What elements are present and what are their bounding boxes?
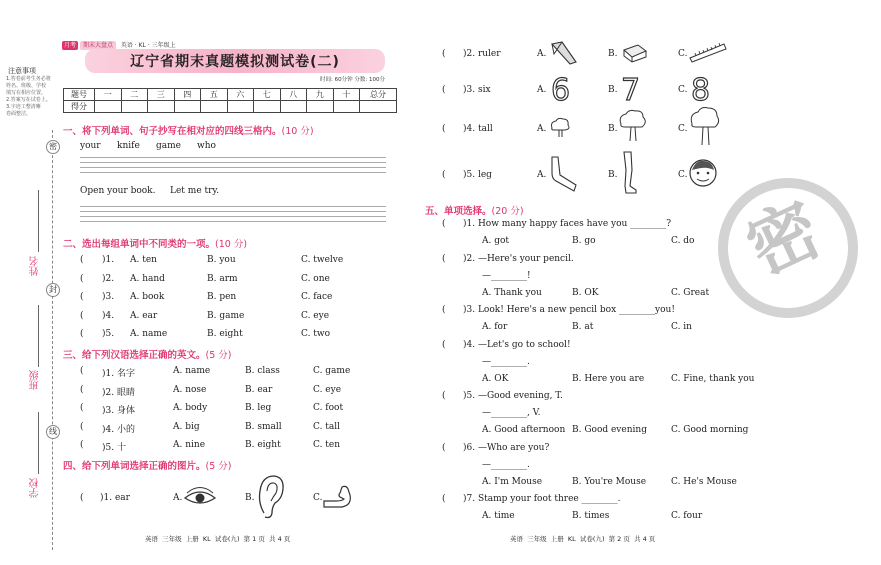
section5-reply: —________, V. <box>482 408 541 418</box>
section3-question: )5. 十 <box>102 443 126 453</box>
option-a[interactable]: A. for <box>482 322 508 332</box>
tag-final: 期末大盘点 <box>80 41 116 50</box>
option-c[interactable]: C. twelve <box>301 255 344 265</box>
notice-lines <box>6 76 54 118</box>
svg-text:8: 8 <box>691 73 711 108</box>
score-input[interactable] <box>280 101 307 113</box>
score-cell: 五 <box>201 89 228 101</box>
option-b[interactable]: B. pen <box>207 292 237 302</box>
section1-title-text: 一、将下列单词、句子抄写在相对应的四线三格内。 <box>63 126 282 137</box>
option-c-label[interactable]: C. <box>313 493 323 503</box>
option-a-label[interactable]: A. <box>537 85 547 95</box>
notice-line: 2.答案写在试卷上。 <box>6 97 51 103</box>
option-c[interactable]: C. eye <box>301 310 330 321</box>
answer-paren[interactable]: ( <box>80 292 84 302</box>
answer-paren[interactable]: ( <box>442 442 446 453</box>
leg-icon <box>620 150 640 194</box>
grid-line <box>80 216 386 217</box>
answer-paren[interactable]: ( <box>442 339 446 350</box>
score-cell: 九 <box>307 89 334 101</box>
answer-paren[interactable]: ( <box>442 305 446 315</box>
school-label: 学校 <box>30 478 41 498</box>
tag-monthly: 月考 <box>64 42 77 49</box>
score-cell: 总分 <box>360 89 397 101</box>
section5-reply: —________. <box>482 459 530 470</box>
notice-title: 注意事项 <box>8 67 36 75</box>
option-b[interactable]: B. Here you are <box>572 373 645 384</box>
notice-line: 填写在相应位置。 <box>6 90 47 96</box>
option-b[interactable]: B. leg <box>245 403 272 413</box>
score-cell: 四 <box>174 89 201 101</box>
option-b[interactable]: B. Good evening <box>572 425 647 435</box>
option-c[interactable]: C. eye <box>313 384 342 395</box>
section4-item-4-label: )4. tall <box>463 124 493 134</box>
section1-word: game <box>156 141 181 151</box>
school-field[interactable] <box>38 412 39 474</box>
option-a[interactable]: A. OK <box>482 373 509 384</box>
section5-question: )5. —Good evening, T. <box>463 391 563 401</box>
section2-question: )2. <box>102 273 115 284</box>
section1-sentence: Let me try. <box>170 186 220 196</box>
option-c-label[interactable]: C. <box>678 124 688 134</box>
notice-line: 姓名、班级、学校 <box>6 83 47 89</box>
section5-reply: —________. <box>482 356 530 367</box>
option-c-label[interactable]: C. <box>678 170 688 180</box>
option-c[interactable]: C. do <box>671 236 695 246</box>
section2-title <box>63 236 247 250</box>
score-input[interactable] <box>95 101 122 113</box>
option-b[interactable]: B. times <box>572 511 610 521</box>
option-b[interactable]: B. small <box>245 421 282 432</box>
section3-question: )1. 名字 <box>102 369 135 379</box>
answer-paren[interactable]: ( <box>442 494 446 504</box>
option-a[interactable]: A. time <box>482 511 515 521</box>
section4-paren: ( <box>442 49 446 59</box>
option-b-label[interactable]: B. <box>608 49 618 59</box>
grid-line <box>80 206 386 207</box>
number-seven-icon <box>620 73 642 108</box>
section4-title <box>63 458 232 472</box>
section5-title <box>425 203 524 217</box>
section5-title-text: 五、单项选择。 <box>425 206 492 217</box>
section5-question: )1. How many happy faces have you ________? <box>463 219 672 229</box>
score-table-header-row <box>64 89 397 101</box>
score-input[interactable] <box>148 101 175 113</box>
section5-points: (20 分) <box>491 206 524 217</box>
option-c[interactable]: C. two <box>301 329 331 339</box>
score-cell: 三 <box>148 89 175 101</box>
option-c[interactable]: C. He's Mouse <box>671 476 737 487</box>
section4-paren: ( <box>442 170 446 180</box>
option-c[interactable]: C. face <box>301 292 333 302</box>
answer-paren[interactable]: ( <box>80 421 84 432</box>
section4-item-3-label: )3. six <box>463 85 491 95</box>
ear-icon <box>256 473 286 521</box>
eraser-icon <box>620 42 648 64</box>
option-a-label[interactable]: A. <box>537 170 547 180</box>
scissors-icon <box>548 40 580 66</box>
option-b[interactable]: B. OK <box>572 287 599 298</box>
cut-line <box>52 130 53 550</box>
option-c[interactable]: C. Fine, thank you <box>671 373 755 384</box>
score-input[interactable] <box>227 101 254 113</box>
class-label: 班级 <box>30 370 41 390</box>
option-a[interactable]: A. I'm Mouse <box>482 476 543 487</box>
answer-paren[interactable]: ( <box>80 440 84 450</box>
notice-line: 1.答卷前考生务必将 <box>6 76 51 82</box>
option-b[interactable]: B. eight <box>207 329 243 339</box>
section5-question: )4. —Let's go to school! <box>463 339 571 350</box>
option-b[interactable]: B. eight <box>245 440 281 450</box>
score-input[interactable] <box>333 101 360 113</box>
option-a[interactable]: A. nose <box>173 384 207 395</box>
section3-question: )2. 眼睛 <box>102 387 135 398</box>
section2-question: )1. <box>102 255 115 265</box>
answer-paren[interactable]: ( <box>80 384 84 395</box>
score-input[interactable] <box>121 101 148 113</box>
mark-seal-bot: 线 <box>46 425 60 439</box>
option-b-label[interactable]: B. <box>608 170 618 180</box>
section3-question: )4. 小的 <box>102 424 135 435</box>
option-c-label[interactable]: C. <box>678 49 688 59</box>
option-b-label[interactable]: B. <box>245 493 255 503</box>
answer-paren[interactable]: ( <box>80 329 84 339</box>
option-a[interactable]: A. name <box>130 329 168 339</box>
score-cell: 七 <box>254 89 281 101</box>
score-cell: 十 <box>333 89 360 101</box>
section4-points: (5 分) <box>205 461 232 472</box>
score-cell: 二 <box>121 89 148 101</box>
option-a[interactable]: A. nine <box>173 440 206 450</box>
score-table-score-row <box>64 101 397 113</box>
section2-points: (10 分) <box>215 239 248 250</box>
option-a[interactable]: A. Thank you <box>482 287 542 298</box>
stamp-watermark <box>695 155 881 341</box>
section1-sentence: Open your book. <box>80 186 156 196</box>
score-cell: 六 <box>227 89 254 101</box>
score-input[interactable] <box>360 101 397 113</box>
score-cell: 题号 <box>64 89 95 101</box>
option-a[interactable]: A. book <box>130 292 165 302</box>
number-eight-icon <box>690 73 712 108</box>
section3-points: (5 分) <box>205 350 232 361</box>
option-a[interactable]: A. ear <box>130 310 158 321</box>
option-b[interactable]: B. You're Mouse <box>572 476 647 487</box>
face-icon <box>688 158 718 188</box>
section1-word: your <box>80 141 101 151</box>
option-b[interactable]: B. ear <box>245 384 273 395</box>
answer-paren[interactable]: ( <box>80 255 84 265</box>
section5-reply: —________! <box>482 270 531 281</box>
section3-title <box>63 347 232 361</box>
answer-paren[interactable]: ( <box>80 310 84 321</box>
page-title: 辽宁省期末真题模拟测试卷(二) <box>130 54 340 70</box>
ruler-icon <box>688 40 728 62</box>
option-c[interactable]: C. Great <box>671 287 710 298</box>
option-b-label[interactable]: B. <box>608 85 618 95</box>
footer-left: 英语 三年级 上册 KL 试卷(九) 第 1 页 共 4 页 <box>145 535 291 543</box>
number-six-icon <box>550 73 572 108</box>
option-b[interactable]: B. arm <box>207 273 238 284</box>
class-field[interactable] <box>38 305 39 367</box>
option-c[interactable]: C. in <box>671 322 692 332</box>
score-input[interactable] <box>307 101 334 113</box>
tall-tree-icon <box>688 106 722 146</box>
binding-sidebar <box>0 0 58 565</box>
section1-word: knife <box>117 141 140 151</box>
option-a-label[interactable]: A. <box>173 493 183 503</box>
notice-line: 卷面整洁。 <box>6 111 32 117</box>
option-c-label[interactable]: C. <box>678 85 688 95</box>
option-a[interactable]: A. hand <box>130 273 165 284</box>
section1-word: who <box>197 141 216 151</box>
name-label: 姓名 <box>30 256 41 276</box>
section5-question: )6. —Who are you? <box>463 442 550 453</box>
score-cell: 八 <box>280 89 307 101</box>
option-a-label[interactable]: A. <box>537 124 547 134</box>
arm-icon <box>322 483 358 511</box>
option-a[interactable]: A. ten <box>130 255 157 265</box>
option-b[interactable]: B. go <box>572 236 596 246</box>
svg-text:6: 6 <box>551 73 571 108</box>
option-b[interactable]: B. class <box>245 366 280 376</box>
answer-paren[interactable]: ( <box>80 366 84 376</box>
answer-paren[interactable]: ( <box>442 253 446 264</box>
section3-title-text: 三、给下列汉语选择正确的英文。 <box>63 350 206 361</box>
arm-icon <box>548 155 582 195</box>
svg-text:7: 7 <box>621 73 641 108</box>
grid-line <box>80 172 386 173</box>
section1-title <box>63 123 314 137</box>
notice-line: 3.字迹工整清晰 <box>6 104 41 110</box>
section4-item-5-label: )5. leg <box>463 170 492 180</box>
option-c[interactable]: C. tall <box>313 421 341 432</box>
score-input[interactable] <box>201 101 228 113</box>
answer-paren[interactable]: ( <box>80 273 84 284</box>
header-meta: 英语 · KL · 三年级上 <box>120 42 176 49</box>
option-c[interactable]: C. ten <box>313 440 341 450</box>
score-cell: 一 <box>95 89 122 101</box>
eye-icon <box>183 488 217 508</box>
footer-right: 英语 三年级 上册 KL 试卷(九) 第 2 页 共 4 页 <box>510 535 656 543</box>
section4-paren: ( <box>442 85 446 95</box>
option-b[interactable]: B. at <box>572 322 594 332</box>
mark-seal-top: 密 <box>46 140 60 154</box>
section4-item-2-label: )2. ruler <box>463 49 501 59</box>
mark-seal-mid: 封 <box>46 283 60 297</box>
option-c[interactable]: C. foot <box>313 403 344 413</box>
score-table <box>63 88 397 113</box>
grid-line <box>80 221 386 222</box>
small-tree-icon <box>548 116 572 138</box>
grid-line <box>80 157 386 158</box>
section3-question: )3. 身体 <box>102 406 135 416</box>
answer-paren[interactable]: ( <box>80 403 84 413</box>
option-a-label[interactable]: A. <box>537 49 547 59</box>
section2-question: )4. <box>102 310 115 321</box>
option-a[interactable]: A. name <box>173 366 211 376</box>
header-tags <box>62 40 176 49</box>
section4-title-text: 四、给下列单词选择正确的图片。 <box>63 461 206 472</box>
answer-paren[interactable]: ( <box>442 391 446 401</box>
option-a[interactable]: A. body <box>173 403 208 413</box>
answer-paren[interactable]: ( <box>442 219 446 229</box>
score-input[interactable] <box>254 101 281 113</box>
section1-points: (10 分) <box>281 126 314 137</box>
option-c[interactable]: C. Good morning <box>671 425 749 435</box>
option-b-label[interactable]: B. <box>608 124 618 134</box>
score-input[interactable] <box>174 101 201 113</box>
section2-question: )3. <box>102 292 115 302</box>
option-c[interactable]: C. game <box>313 366 351 376</box>
option-a[interactable]: A. got <box>482 236 510 246</box>
section5-question: )3. Look! Here's a new pencil box ________you! <box>463 305 675 315</box>
section4-paren: ( <box>80 493 84 503</box>
option-c[interactable]: C. one <box>301 273 330 284</box>
section4-paren: ( <box>442 124 446 134</box>
score-row-label: 得分 <box>64 101 95 113</box>
medium-tree-icon <box>617 108 649 142</box>
section2-title-text: 二、选出每组单词中不同类的一项。 <box>63 239 216 250</box>
option-b[interactable]: B. game <box>207 310 245 321</box>
grid-line <box>80 162 386 163</box>
exam-time: 时间: 60分钟 分数: 100分 <box>320 77 385 83</box>
option-c[interactable]: C. four <box>671 511 703 521</box>
grid-line <box>80 211 386 212</box>
option-a[interactable]: A. big <box>173 421 200 432</box>
option-b[interactable]: B. you <box>207 255 236 265</box>
name-field[interactable] <box>38 190 39 252</box>
stamp-text: 密 <box>734 186 833 291</box>
section2-question: )5. <box>102 329 115 339</box>
section4-item-1-label: )1. ear <box>100 493 130 503</box>
grid-line <box>80 167 386 168</box>
option-a[interactable]: A. Good afternoon <box>482 425 566 435</box>
section5-question: )2. —Here's your pencil. <box>463 253 574 264</box>
section5-question: )7. Stamp your foot three ________. <box>463 494 621 504</box>
